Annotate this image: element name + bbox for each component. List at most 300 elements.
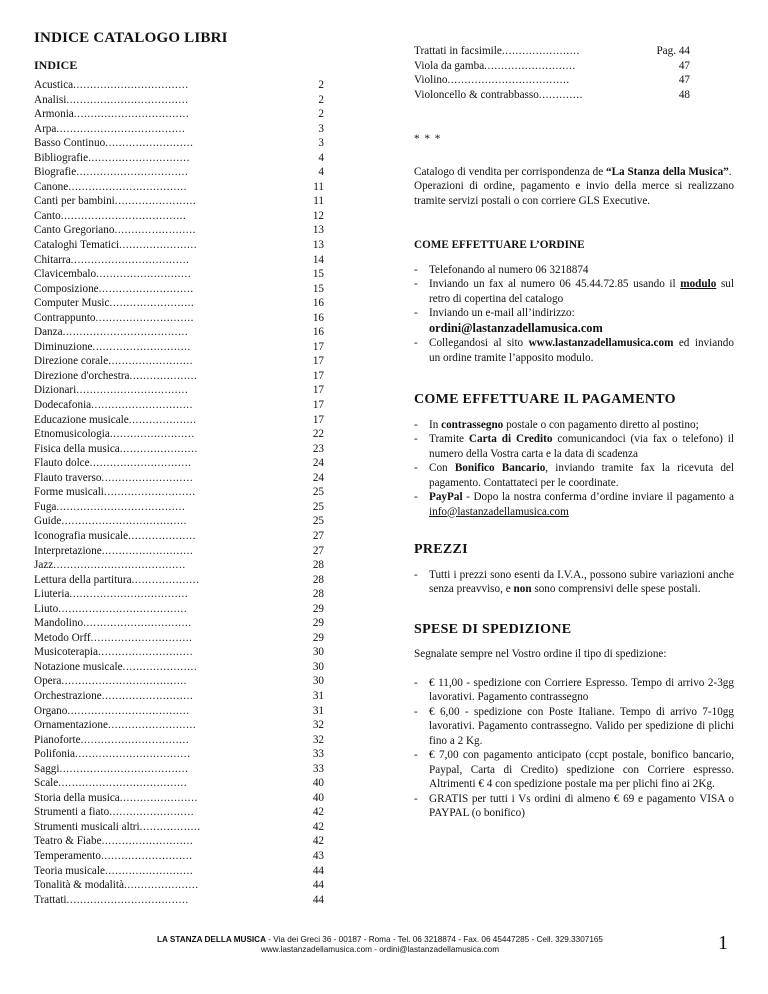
- index-page-number: 42: [312, 820, 324, 833]
- payment-card-item: [414, 432, 734, 461]
- payment-paypal-tail: - Dopo la nostra conferma d’ordine inviare il pagamento a: [462, 491, 734, 503]
- index-row: [34, 733, 324, 748]
- footer-brand: LA STANZA DELLA MUSICA: [157, 935, 267, 944]
- leader-dots: ............................: [98, 646, 194, 659]
- index-page-number: 28: [312, 559, 324, 572]
- index-label: Organo: [34, 704, 68, 717]
- index-page-number: 12: [312, 209, 324, 222]
- index-label: Interpretazione: [34, 544, 102, 557]
- index-label: Tonalità & modalità: [34, 879, 124, 892]
- index-row: [34, 296, 324, 311]
- index-page-number: 33: [312, 748, 324, 761]
- index-label: Lettura della partitura: [34, 573, 132, 586]
- index-page-number: 30: [312, 660, 324, 673]
- index-page-number: 3: [318, 137, 324, 150]
- document-title: INDICE CATALOGO LIBRI: [34, 30, 228, 46]
- leader-dots: .........................: [109, 297, 195, 310]
- index-row: [34, 151, 324, 166]
- index-page-number: 42: [312, 806, 324, 819]
- index-row: [34, 718, 324, 733]
- index-page-number: 27: [312, 544, 324, 557]
- index-page-number: 28: [312, 588, 324, 601]
- leader-dots: .............................: [92, 340, 191, 353]
- leader-dots: ........................: [114, 224, 196, 237]
- order-email-item: [414, 306, 734, 336]
- index-label: Polifonia: [34, 748, 76, 761]
- index-label: Composizione: [34, 282, 99, 295]
- leader-dots: .....................................: [60, 209, 187, 222]
- index-row: [34, 427, 324, 442]
- index-label: Biografie: [34, 166, 77, 179]
- index-label: Orchestrazione: [34, 689, 102, 702]
- index-page-number: 29: [312, 617, 324, 630]
- payment-cod-tail: postale o con pagamento diretto al postino;: [503, 418, 699, 431]
- index-page-number: 17: [312, 399, 324, 412]
- leader-dots: ..............................: [89, 457, 192, 470]
- prices-text-pre: Tutti i prezzi sono esenti da I.V.A., possono subire variazioni anche senza preavviso, e: [429, 568, 734, 595]
- index-label: Forme musicali: [34, 486, 104, 499]
- index-label: Canto: [34, 209, 61, 222]
- payment-heading: COME EFFETTUARE IL PAGAMENTO: [414, 392, 676, 407]
- index-label: Arpa: [34, 122, 57, 135]
- index-row: [34, 834, 324, 849]
- order-fax-text: Inviando un fax al numero 06 45.44.72.85 usando il: [429, 278, 681, 290]
- index-row: [34, 544, 324, 559]
- index-page-number: 29: [312, 602, 324, 615]
- order-heading: COME EFFETTUARE L’ORDINE: [414, 239, 585, 251]
- index-page-number: 4: [318, 166, 324, 179]
- index-page-number: 17: [312, 413, 324, 426]
- index-row: [34, 573, 324, 588]
- index-label: Jazz: [34, 559, 54, 572]
- leader-dots: ..........................: [104, 864, 194, 877]
- index-label: Danza: [34, 326, 63, 339]
- leader-dots: ...........................: [101, 544, 194, 557]
- order-phone-text: Telefonando al numero 06 3218874: [429, 263, 589, 276]
- shipping-option: - € 11,00 - spedizione con Corriere Espresso. Tempo di arrivo 2-3gg lavorativi. Pagamento contrassegno: [414, 676, 734, 705]
- index-label: Diminuzione: [34, 340, 93, 353]
- index-label: Strumenti musicali altri: [34, 820, 140, 833]
- index-row: [414, 88, 690, 103]
- index-row: [34, 791, 324, 806]
- index-row: [34, 485, 324, 500]
- index-row: [34, 558, 324, 573]
- index-row: [34, 529, 324, 544]
- index-label: Teatro & Fiabe: [34, 835, 102, 848]
- index-row: [34, 369, 324, 384]
- leader-dots: ..................: [139, 820, 201, 833]
- index-label: Opera: [34, 675, 62, 688]
- index-row: [34, 311, 324, 326]
- order-methods-list: [414, 263, 734, 366]
- index-page-number: 16: [312, 326, 324, 339]
- leader-dots: ...................................: [68, 180, 188, 193]
- index-row: [34, 253, 324, 268]
- leader-dots: ...........................: [101, 689, 194, 702]
- index-page-number: 2: [318, 93, 324, 106]
- index-label: Contrappunto: [34, 311, 96, 324]
- prices-heading: PREZZI: [414, 542, 468, 557]
- index-list: [34, 78, 324, 907]
- footer-web: www.lastanzadellamusica.com - ordini@lastanzadellamusica.com: [260, 945, 500, 954]
- index-row: [34, 893, 324, 908]
- index-page-number: 11: [313, 195, 324, 208]
- leader-dots: ....................................: [66, 93, 189, 106]
- leader-dots: ...........................: [100, 849, 193, 862]
- order-site-text: Collegandosi al sito: [429, 337, 529, 349]
- index-row: [34, 165, 324, 180]
- leader-dots: ...................................: [70, 253, 190, 266]
- index-row: [34, 820, 324, 835]
- index-page-number: 15: [312, 282, 324, 295]
- order-email-address[interactable]: ordini@lastanzadellamusica.com: [429, 320, 603, 335]
- index-label: Chitarra: [34, 253, 71, 266]
- leader-dots: .....................................: [61, 515, 188, 528]
- index-label: Strumenti a fiato: [34, 806, 110, 819]
- index-label: Violino: [414, 74, 448, 86]
- index-page-number: 25: [312, 500, 324, 513]
- index-row: [34, 340, 324, 355]
- index-label: Temperamento: [34, 849, 101, 862]
- index-row: [34, 267, 324, 282]
- leader-dots: ..................................: [73, 108, 190, 121]
- index-row: [34, 805, 324, 820]
- index-label: Educazione musicale: [34, 413, 129, 426]
- order-fax-tail: sul retro di copertina del catalogo: [429, 278, 734, 305]
- index-continued-list: [414, 44, 690, 102]
- leader-dots: .........................: [109, 806, 195, 819]
- index-row: [34, 704, 324, 719]
- index-page-number: 47: [678, 59, 690, 72]
- index-page-number: 17: [312, 340, 324, 353]
- shipping-intro: Segnalate sempre nel Vostro ordine il tipo di spedizione:: [414, 648, 667, 660]
- index-page-number: 28: [312, 573, 324, 586]
- index-row: [34, 442, 324, 457]
- leader-dots: ...................................: [69, 588, 189, 601]
- index-row: [34, 689, 324, 704]
- index-page-number: Pag. 44: [656, 45, 690, 57]
- index-row: [34, 136, 324, 151]
- index-page-number: 23: [312, 442, 324, 455]
- leader-dots: ....................................: [447, 74, 570, 86]
- index-page-number: 25: [312, 515, 324, 528]
- index-row: [34, 325, 324, 340]
- index-page-number: 2: [318, 108, 324, 121]
- index-label: Canone: [34, 180, 69, 193]
- sale-prefix: Catalogo di vendita per corrispondenza de: [414, 165, 606, 178]
- prices-list: [414, 568, 734, 597]
- index-page-number: 42: [312, 835, 324, 848]
- leader-dots: ......................: [122, 660, 198, 673]
- index-row: [34, 849, 324, 864]
- leader-dots: ......................................: [58, 602, 188, 615]
- index-page-number: 31: [312, 704, 324, 717]
- leader-dots: .......................: [501, 45, 580, 57]
- index-row: [34, 616, 324, 631]
- payment-card-tail: comunicandoci (via fax o telefono) il numero della Vostra carta e la data di scadenza: [429, 433, 734, 460]
- index-heading: INDICE: [34, 58, 78, 72]
- index-row: [414, 44, 690, 59]
- index-page-number: 3: [318, 122, 324, 135]
- index-label: Bibliografie: [34, 151, 89, 164]
- index-label: Guide: [34, 515, 62, 528]
- index-label: Saggi: [34, 762, 60, 775]
- leader-dots: .......................: [119, 239, 198, 252]
- order-site-link[interactable]: www.lastanzadellamusica.com: [528, 337, 674, 349]
- index-page-number: 32: [312, 719, 324, 732]
- index-row: [34, 631, 324, 646]
- index-page-number: 44: [312, 879, 324, 892]
- payment-bank-item: [414, 461, 734, 490]
- leader-dots: ........................: [114, 195, 197, 208]
- index-row: [414, 59, 690, 74]
- index-row: [34, 78, 324, 93]
- shop-brand: “La Stanza della Musica”: [606, 165, 729, 178]
- index-row: [34, 398, 324, 413]
- page-number: 1: [718, 932, 728, 954]
- leader-dots: .........................: [108, 355, 194, 368]
- payment-bank-bold: Bonifico Bancario: [454, 462, 546, 474]
- index-label: Musicoterapia: [34, 646, 98, 659]
- payment-paypal-bold: PayPal: [429, 491, 463, 503]
- leader-dots: ......................................: [58, 777, 188, 790]
- leader-dots: ..............................: [90, 631, 193, 644]
- leader-dots: ..........................: [107, 719, 197, 732]
- index-label: Mandolino: [34, 617, 84, 630]
- separator-stars: * * *: [414, 133, 442, 145]
- leader-dots: ...........................: [101, 471, 194, 484]
- index-page-number: 40: [312, 791, 324, 804]
- index-label: Flauto traverso: [34, 471, 102, 484]
- leader-dots: ....................................: [67, 704, 190, 717]
- index-label: Viola da gamba: [414, 59, 485, 72]
- index-row: [34, 209, 324, 224]
- index-label: Direzione corale: [34, 355, 109, 368]
- shipping-option: - € 6,00 - spedizione con Poste Italiane. Tempo di arrivo 7-10gg lavorativi. Pagamento contrassegno. Valido per spedizione di plichi fino a 2 Kg.: [414, 705, 734, 749]
- index-label: Scale: [34, 777, 59, 790]
- index-label: Cataloghi Tematici: [34, 239, 120, 252]
- index-page-number: 2: [318, 79, 324, 91]
- index-row: [34, 107, 324, 122]
- index-label: Storia della musica: [34, 791, 120, 804]
- index-row: [34, 864, 324, 879]
- index-page-number: 14: [312, 253, 324, 266]
- index-page-number: 24: [312, 471, 324, 484]
- order-fax-item: [414, 277, 734, 306]
- index-row: [34, 122, 324, 137]
- index-label: Analisi: [34, 93, 67, 106]
- index-page-number: 47: [678, 74, 690, 86]
- payment-paypal-item: [414, 490, 734, 519]
- order-phone-item: [414, 263, 734, 278]
- index-label: Dodecafonia: [34, 399, 92, 412]
- index-page-number: 32: [312, 733, 324, 746]
- payment-cod-pre: In: [429, 418, 442, 431]
- leader-dots: .................................: [76, 166, 189, 179]
- index-page-number: 44: [312, 893, 324, 906]
- index-page-number: 25: [312, 486, 324, 499]
- index-label: Violoncello & contrabbasso: [414, 88, 539, 101]
- index-label: Canto Gregoriano: [34, 224, 115, 237]
- order-site-tail: ed inviando un ordine tramite l’apposito modulo.: [429, 337, 734, 364]
- index-label: Ornamentazione: [34, 719, 108, 732]
- leader-dots: ....................: [128, 529, 197, 542]
- leader-dots: .........................: [109, 428, 195, 441]
- leader-dots: ...........................: [103, 486, 196, 499]
- page-footer: [100, 935, 660, 955]
- index-page-number: 22: [312, 428, 324, 441]
- leader-dots: .......................: [119, 442, 198, 455]
- index-label: Metodo Orff: [34, 631, 91, 644]
- index-page-number: 24: [312, 457, 324, 470]
- index-row: [34, 194, 324, 209]
- index-page-number: 48: [678, 88, 690, 101]
- index-label: Armonia: [34, 108, 74, 121]
- leader-dots: ......................................: [59, 762, 189, 775]
- order-form-link[interactable]: modulo: [680, 278, 717, 290]
- index-row: [34, 645, 324, 660]
- index-row: [34, 223, 324, 238]
- index-row: [34, 514, 324, 529]
- payment-card-pre: Tramite: [429, 433, 469, 445]
- index-page-number: 29: [312, 631, 324, 644]
- payment-bank-tail: , inviando tramite fax la ricevuta del pagamento. Contattateci per le coordinate.: [429, 462, 734, 489]
- index-page-number: 30: [312, 675, 324, 688]
- index-row: [34, 762, 324, 777]
- index-section: [34, 58, 324, 907]
- index-page-number: 43: [312, 849, 324, 862]
- index-row: [34, 456, 324, 471]
- index-page-number: 13: [312, 239, 324, 252]
- leader-dots: ............................: [98, 282, 194, 295]
- shipping-option: - GRATIS per tutti i Vs ordini di almeno € 69 e pagamento VISA o PAYPAL (o bonifico): [414, 792, 734, 821]
- index-label: Notazione musicale: [34, 660, 123, 673]
- leader-dots: ................................: [83, 617, 192, 630]
- payment-cod-item: [414, 418, 734, 433]
- index-label: Fisica della musica: [34, 442, 120, 455]
- leader-dots: ....................: [129, 369, 198, 382]
- leader-dots: ......................................: [56, 500, 186, 513]
- leader-dots: .............: [538, 88, 584, 101]
- index-label: Trattati: [34, 893, 67, 906]
- leader-dots: ................................: [80, 733, 190, 746]
- index-page-number: 17: [312, 384, 324, 397]
- shipping-option: - € 7,00 con pagamento anticipato (ccpt postale, bonifico bancario, Paypal, Carta di Credito) spedizione con Corriere espresso. Altrimenti € 4 con spedizione postale ma per plichi fino ai 2Kg.: [414, 748, 734, 792]
- leader-dots: ..............................: [88, 151, 190, 164]
- payment-cod-bold: contrassegno: [441, 418, 504, 431]
- index-page-number: 16: [312, 311, 324, 324]
- payment-card-bold: Carta di Credito: [468, 433, 553, 445]
- index-row: [34, 747, 324, 762]
- leader-dots: ..........................: [105, 137, 194, 150]
- index-label: Basso Continuo: [34, 137, 106, 150]
- sale-description: [414, 165, 734, 209]
- index-label: Clavicembalo: [34, 268, 97, 281]
- index-page-number: 15: [312, 268, 324, 281]
- info-column: [414, 44, 734, 821]
- index-label: Direzione d'orchestra: [34, 369, 130, 382]
- leader-dots: ..................................: [73, 79, 189, 91]
- index-row: [34, 383, 324, 398]
- index-row: [34, 180, 324, 195]
- leader-dots: .......................................: [53, 559, 186, 572]
- index-row: [34, 587, 324, 602]
- index-row: [34, 471, 324, 486]
- prices-text-bold: non: [513, 583, 532, 595]
- index-page-number: 11: [313, 180, 324, 193]
- index-label: Canti per bambini: [34, 195, 115, 208]
- leader-dots: .....................................: [62, 326, 189, 339]
- leader-dots: .................................: [76, 384, 189, 397]
- leader-dots: .....................................: [61, 675, 188, 688]
- leader-dots: ............................: [96, 268, 192, 281]
- index-page-number: 44: [312, 864, 324, 877]
- order-site-item: [414, 336, 734, 365]
- index-row: [34, 238, 324, 253]
- leader-dots: ...........................: [484, 59, 576, 72]
- index-page-number: 33: [312, 762, 324, 775]
- leader-dots: .............................: [95, 311, 195, 324]
- index-page-number: 40: [312, 777, 324, 790]
- order-email-text: Inviando un e-mail all’indirizzo:: [429, 307, 575, 319]
- prices-text-tail: sono comprensivi delle spese postali.: [531, 583, 701, 595]
- index-label: Iconografia musicale: [34, 529, 129, 542]
- leader-dots: ....................: [128, 413, 197, 426]
- index-row: [34, 776, 324, 791]
- index-row: [34, 602, 324, 617]
- index-page-number: 13: [312, 224, 324, 237]
- footer-address: - Via dei Greci 36 - 00187 - Roma - Tel. 06 3218874 - Fax. 06 45447285 - Cell. 329.3307165: [266, 935, 603, 944]
- shipping-options-list: [414, 676, 734, 821]
- index-row: [414, 73, 690, 88]
- payment-bank-pre: Con: [429, 462, 455, 474]
- index-page-number: 30: [312, 646, 324, 659]
- payment-methods-list: [414, 418, 734, 520]
- index-page-number: 27: [312, 529, 324, 542]
- leader-dots: ..................................: [75, 748, 191, 761]
- leader-dots: ..............................: [91, 399, 194, 412]
- index-row: [34, 354, 324, 369]
- leader-dots: ...........................: [101, 835, 194, 848]
- index-page-number: 31: [312, 689, 324, 702]
- index-row: [34, 500, 324, 515]
- index-label: Dizionari: [34, 384, 77, 397]
- sale-rest: Operazioni di ordine, pagamento e invio della merce si realizzano tramite servizi postali o con corriere GLS Executive.: [414, 180, 734, 207]
- index-page-number: 17: [312, 355, 324, 368]
- index-label: Teoria musicale: [34, 864, 105, 877]
- index-label: Acustica: [34, 79, 74, 91]
- leader-dots: ......................: [123, 879, 199, 892]
- index-page-number: 17: [312, 369, 324, 382]
- prices-item: [414, 568, 734, 597]
- index-row: [34, 878, 324, 893]
- payment-paypal-email-link[interactable]: info@lastanzadellamusica.com: [429, 505, 569, 518]
- leader-dots: .......................: [119, 791, 198, 804]
- shipping-heading: SPESE DI SPEDIZIONE: [414, 621, 572, 637]
- index-label: Flauto dolce: [34, 457, 90, 470]
- index-row: [34, 93, 324, 108]
- sale-period: .: [728, 165, 732, 178]
- index-label: Etnomusicologia: [34, 428, 110, 441]
- index-row: [34, 282, 324, 297]
- index-row: [34, 674, 324, 689]
- index-page-number: 4: [318, 151, 324, 164]
- index-label: Liuto: [34, 602, 59, 615]
- leader-dots: ....................................: [66, 893, 189, 906]
- index-row: [34, 660, 324, 675]
- leader-dots: ....................: [131, 573, 200, 586]
- index-label: Computer Music: [34, 297, 110, 310]
